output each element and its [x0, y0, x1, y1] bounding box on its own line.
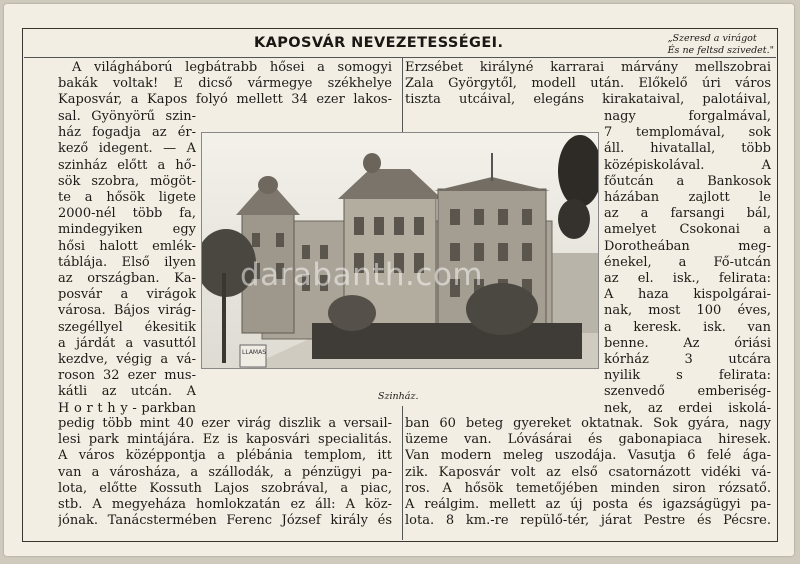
- right-narrow-line: az a farsangi bál,: [604, 206, 771, 222]
- left-narrow-line: a járdát a vasuttól: [58, 335, 196, 351]
- right-narrow-line: amelyet Csokonai a: [604, 222, 771, 238]
- left-top-line: A világháború legbátrabb hősei a somogyi: [72, 60, 392, 75]
- right-narrow-line: szenvedő emberiség-: [604, 384, 771, 400]
- right-narrow-line: 7 templomával, sok: [604, 125, 771, 141]
- left-bottom-line: stb. A megyeháza homlokzatán ez áll: A köz-: [58, 497, 392, 513]
- left-narrow-line: posvár a virágok: [58, 287, 196, 303]
- right-narrow-text: [604, 109, 771, 417]
- right-narrow-line: az el. isk., felirata:: [604, 271, 771, 287]
- column-divider-bottom: [402, 406, 403, 540]
- right-bottom-line: zik. Kaposvár volt az első csatornázott vidéki vá-: [405, 464, 771, 480]
- right-bottom-line: ros. A hősök temetőjében minden siron rózsatő.: [405, 480, 771, 496]
- right-narrow-line: Dorotheában meg-: [604, 238, 771, 254]
- right-narrow-line: énekel, a Fő-utcán: [604, 254, 771, 270]
- right-narrow-line: nyilik s felirata:: [604, 368, 771, 384]
- left-narrow-line: hősi halott emlék-: [58, 238, 196, 254]
- left-narrow-line: kezdve, végig a vá-: [58, 352, 196, 368]
- motto-line-2: És ne feltsd szivedet.": [667, 45, 774, 56]
- right-bottom-text: [405, 416, 771, 529]
- left-narrow-text: [58, 109, 196, 417]
- right-narrow-line: kórház 3 utcára: [604, 352, 771, 368]
- title-divider: [24, 57, 776, 58]
- right-top-line: Erzsébet királyné karrarai márvány mellszobrai: [405, 60, 771, 75]
- left-bottom-line: A város középpontja a plébánia templom, itt: [58, 448, 392, 464]
- motto: [668, 33, 774, 57]
- left-narrow-line: szinház előtt a hő-: [58, 157, 196, 173]
- right-narrow-line: áll. hivatallal, több: [604, 141, 771, 157]
- left-narrow-line: mindegyiken egy: [58, 222, 196, 238]
- left-bottom-line: pedig több mint 40 ezer virág diszlik a versail-: [58, 416, 392, 431]
- right-top-line: tiszta utcáival, elegáns kirakataival, palotáival,: [405, 92, 771, 108]
- right-narrow-line: házában zajlott le: [604, 190, 771, 206]
- left-bottom-line: jónak. Tanácstermében Ferenc József király és: [58, 513, 392, 529]
- left-narrow-line: sal. Gyönyörű szin-: [58, 109, 196, 124]
- right-narrow-line: A haza kispolgárai-: [604, 287, 771, 303]
- right-narrow-line: a keresk. isk. van: [604, 319, 771, 335]
- photo-caption: Szinház.: [378, 391, 419, 402]
- left-bottom-line: lota, előtte Kossuth Lajos szobrával, a piac,: [58, 480, 392, 496]
- left-narrow-line: táblája. Első ilyen: [58, 254, 196, 270]
- theater-photo: [201, 132, 599, 369]
- left-narrow-line: kező idegent. — A: [58, 141, 196, 157]
- left-narrow-line: te a hősök ligete: [58, 190, 196, 206]
- right-top-text: [405, 60, 771, 109]
- right-top-line: Zala Györgytől, modell után. Előkelő úri város: [405, 76, 771, 92]
- left-bottom-line: van a városháza, a szállodák, a pénzügyi pa-: [58, 464, 392, 480]
- left-narrow-line: városa. Bájos virág-: [58, 303, 196, 319]
- right-bottom-line: A reálgim. mellett az új posta és igazságügyi pa-: [405, 497, 771, 513]
- column-divider-top: [402, 58, 403, 132]
- right-narrow-line: nak, most 100 éves,: [604, 303, 771, 319]
- left-narrow-line: sök szobra, mögöt-: [58, 173, 196, 189]
- sign-text: LLAMAS: [242, 349, 267, 356]
- left-top-line: Kaposvár, a Kapos folyó mellett 34 ezer lakos-: [58, 92, 392, 108]
- left-narrow-line: az országban. Ka-: [58, 271, 196, 287]
- right-narrow-line: főutcán a Bankosok: [604, 173, 771, 189]
- watermark: darabanth.com: [240, 257, 484, 293]
- left-bottom-text: [58, 416, 392, 529]
- left-narrow-line: H o r t h y - parkban: [58, 400, 196, 416]
- right-narrow-line: középiskolával. A: [604, 157, 771, 173]
- right-bottom-line: lota. 8 km.-re repülő-tér, járat Pestre és Pécsre.: [405, 513, 771, 529]
- right-bottom-line: üzeme van. Lóvásárai és gabonapiaca hiresek.: [405, 432, 771, 448]
- left-narrow-line: ház fogadja az ér-: [58, 125, 196, 141]
- left-bottom-line: lesi park mintájára. Ez is kaposvári specialitás.: [58, 432, 392, 448]
- right-bottom-line: Van modern meleg uszodája. Vasutja 6 felé ága-: [405, 448, 771, 464]
- right-narrow-line: benne. Az óriási: [604, 335, 771, 351]
- left-narrow-line: kátli az utcán. A: [58, 384, 196, 400]
- left-narrow-line: szegéllyel ékesitik: [58, 319, 196, 335]
- left-top-line: bakák voltak! E dicső vármegye székhelye: [58, 76, 392, 92]
- right-bottom-line: ban 60 beteg gyereket oktatnak. Sok gyára, nagy: [405, 416, 771, 431]
- right-narrow-line: nagy forgalmával,: [604, 109, 771, 124]
- left-narrow-line: 2000-nél több fa,: [58, 206, 196, 222]
- motto-line-1: „Szeresd a virágot: [667, 33, 757, 44]
- page-title: KAPOSVÁR NEVEZETESSÉGEI.: [254, 35, 504, 51]
- left-narrow-line: roson 32 ezer mus-: [58, 368, 196, 384]
- right-narrow-line: nek, az erdei iskolá-: [604, 400, 771, 416]
- left-top-text: [58, 60, 392, 109]
